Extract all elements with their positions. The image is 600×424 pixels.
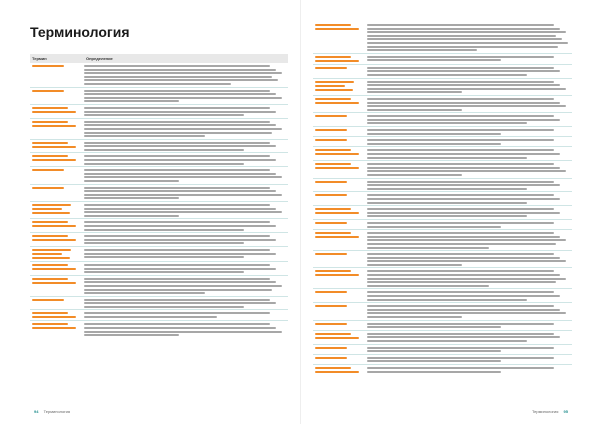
definition-cell bbox=[82, 321, 288, 337]
definition-cell bbox=[82, 167, 288, 183]
table-row bbox=[30, 309, 288, 320]
term-cell bbox=[313, 127, 365, 136]
table-row bbox=[30, 201, 288, 218]
definition-cell bbox=[82, 247, 288, 261]
term-cell bbox=[313, 355, 365, 364]
table-row bbox=[313, 219, 572, 229]
table-row bbox=[313, 22, 572, 53]
term-cell bbox=[30, 202, 82, 218]
term-cell bbox=[313, 289, 365, 302]
table-row bbox=[313, 364, 572, 375]
table-row bbox=[313, 178, 572, 192]
table-row bbox=[313, 288, 572, 302]
term-cell bbox=[30, 63, 82, 87]
term-cell bbox=[313, 54, 365, 64]
table-row bbox=[30, 261, 288, 275]
definition-cell bbox=[82, 262, 288, 275]
definition-cell bbox=[82, 105, 288, 118]
table-row bbox=[30, 152, 288, 166]
term-cell bbox=[313, 96, 365, 112]
table-row bbox=[313, 95, 572, 112]
term-cell bbox=[30, 297, 82, 310]
table-row bbox=[30, 320, 288, 337]
term-cell bbox=[313, 22, 365, 53]
term-cell bbox=[30, 310, 82, 320]
definition-cell bbox=[82, 233, 288, 246]
term-cell bbox=[30, 233, 82, 246]
term-list-left bbox=[30, 63, 288, 338]
term-cell bbox=[313, 220, 365, 229]
table-row bbox=[313, 354, 572, 364]
table-row bbox=[30, 166, 288, 183]
definition-cell bbox=[365, 192, 572, 205]
term-cell bbox=[30, 321, 82, 337]
term-cell bbox=[313, 251, 365, 267]
term-cell bbox=[30, 219, 82, 232]
definition-cell bbox=[82, 185, 288, 201]
term-cell bbox=[30, 247, 82, 261]
table-row bbox=[30, 246, 288, 261]
right-page bbox=[300, 0, 600, 424]
definition-cell bbox=[365, 303, 572, 319]
definition-cell bbox=[82, 63, 288, 87]
table-row bbox=[313, 160, 572, 177]
definition-cell bbox=[365, 179, 572, 192]
term-cell bbox=[313, 345, 365, 354]
table-row bbox=[30, 296, 288, 310]
definition-cell bbox=[365, 79, 572, 95]
table-row bbox=[30, 232, 288, 246]
term-cell bbox=[30, 140, 82, 153]
page-number: 94 bbox=[34, 409, 39, 414]
term-cell bbox=[313, 161, 365, 177]
table-row bbox=[313, 267, 572, 288]
table-row bbox=[313, 229, 572, 250]
table-row bbox=[313, 344, 572, 354]
term-cell bbox=[30, 119, 82, 139]
table-row bbox=[313, 78, 572, 95]
definition-cell bbox=[82, 88, 288, 104]
table-row bbox=[30, 275, 288, 296]
definition-cell bbox=[82, 310, 288, 320]
term-cell bbox=[313, 192, 365, 205]
definition-cell bbox=[82, 140, 288, 153]
table-row bbox=[313, 191, 572, 205]
definition-cell bbox=[365, 365, 572, 375]
definition-cell bbox=[365, 345, 572, 354]
term-cell bbox=[313, 331, 365, 344]
term-cell bbox=[313, 65, 365, 78]
table-row bbox=[313, 320, 572, 330]
definition-cell bbox=[365, 96, 572, 112]
term-cell bbox=[30, 105, 82, 118]
definition-cell bbox=[82, 119, 288, 139]
table-row bbox=[30, 63, 288, 87]
definition-cell bbox=[82, 219, 288, 232]
term-cell bbox=[30, 153, 82, 166]
page-footer-left bbox=[30, 409, 70, 414]
definition-cell bbox=[82, 276, 288, 296]
table-row bbox=[30, 104, 288, 118]
definition-cell bbox=[365, 220, 572, 229]
table-row bbox=[30, 87, 288, 104]
definition-cell bbox=[365, 268, 572, 288]
table-row bbox=[313, 136, 572, 146]
table-row bbox=[313, 64, 572, 78]
definition-cell bbox=[365, 65, 572, 78]
footer-label: Терминология bbox=[43, 409, 71, 414]
footer-label: Терминология bbox=[531, 409, 559, 414]
definition-cell bbox=[82, 297, 288, 310]
definition-cell bbox=[365, 127, 572, 136]
table-row bbox=[30, 184, 288, 201]
definition-cell bbox=[365, 289, 572, 302]
table-row bbox=[313, 53, 572, 64]
table-row bbox=[313, 302, 572, 319]
term-cell bbox=[30, 185, 82, 201]
definition-cell bbox=[365, 137, 572, 146]
definition-cell bbox=[365, 147, 572, 160]
term-list-right bbox=[313, 22, 572, 375]
definition-cell bbox=[365, 331, 572, 344]
page-number: 95 bbox=[563, 409, 568, 414]
page-title: Терминология bbox=[30, 24, 130, 40]
page-footer-right bbox=[532, 409, 572, 414]
table-row bbox=[313, 205, 572, 219]
term-cell bbox=[313, 365, 365, 375]
definition-cell bbox=[365, 54, 572, 64]
term-cell bbox=[313, 268, 365, 288]
definition-cell bbox=[365, 206, 572, 219]
table-row bbox=[30, 118, 288, 139]
term-cell bbox=[313, 321, 365, 330]
term-cell bbox=[30, 88, 82, 104]
definition-cell bbox=[365, 355, 572, 364]
term-cell bbox=[313, 206, 365, 219]
definition-cell bbox=[365, 321, 572, 330]
term-cell bbox=[313, 303, 365, 319]
table-row bbox=[30, 139, 288, 153]
term-cell bbox=[313, 230, 365, 250]
table-row bbox=[313, 112, 572, 126]
table-row bbox=[313, 146, 572, 160]
column-header-term: Термин bbox=[32, 56, 47, 61]
definition-cell bbox=[365, 161, 572, 177]
term-cell bbox=[313, 137, 365, 146]
definition-cell bbox=[82, 153, 288, 166]
term-cell bbox=[30, 167, 82, 183]
table-row bbox=[313, 250, 572, 267]
term-cell bbox=[30, 276, 82, 296]
term-cell bbox=[313, 79, 365, 95]
table-row bbox=[313, 126, 572, 136]
table-row bbox=[313, 330, 572, 344]
term-cell bbox=[313, 147, 365, 160]
definition-cell bbox=[365, 22, 572, 53]
term-cell bbox=[313, 113, 365, 126]
term-cell bbox=[313, 179, 365, 192]
table-header bbox=[30, 54, 288, 63]
table-row bbox=[30, 218, 288, 232]
definition-cell bbox=[365, 113, 572, 126]
definition-cell bbox=[82, 202, 288, 218]
term-cell bbox=[30, 262, 82, 275]
column-header-definition: Определение bbox=[86, 56, 113, 61]
definition-cell bbox=[365, 230, 572, 250]
definition-cell bbox=[365, 251, 572, 267]
